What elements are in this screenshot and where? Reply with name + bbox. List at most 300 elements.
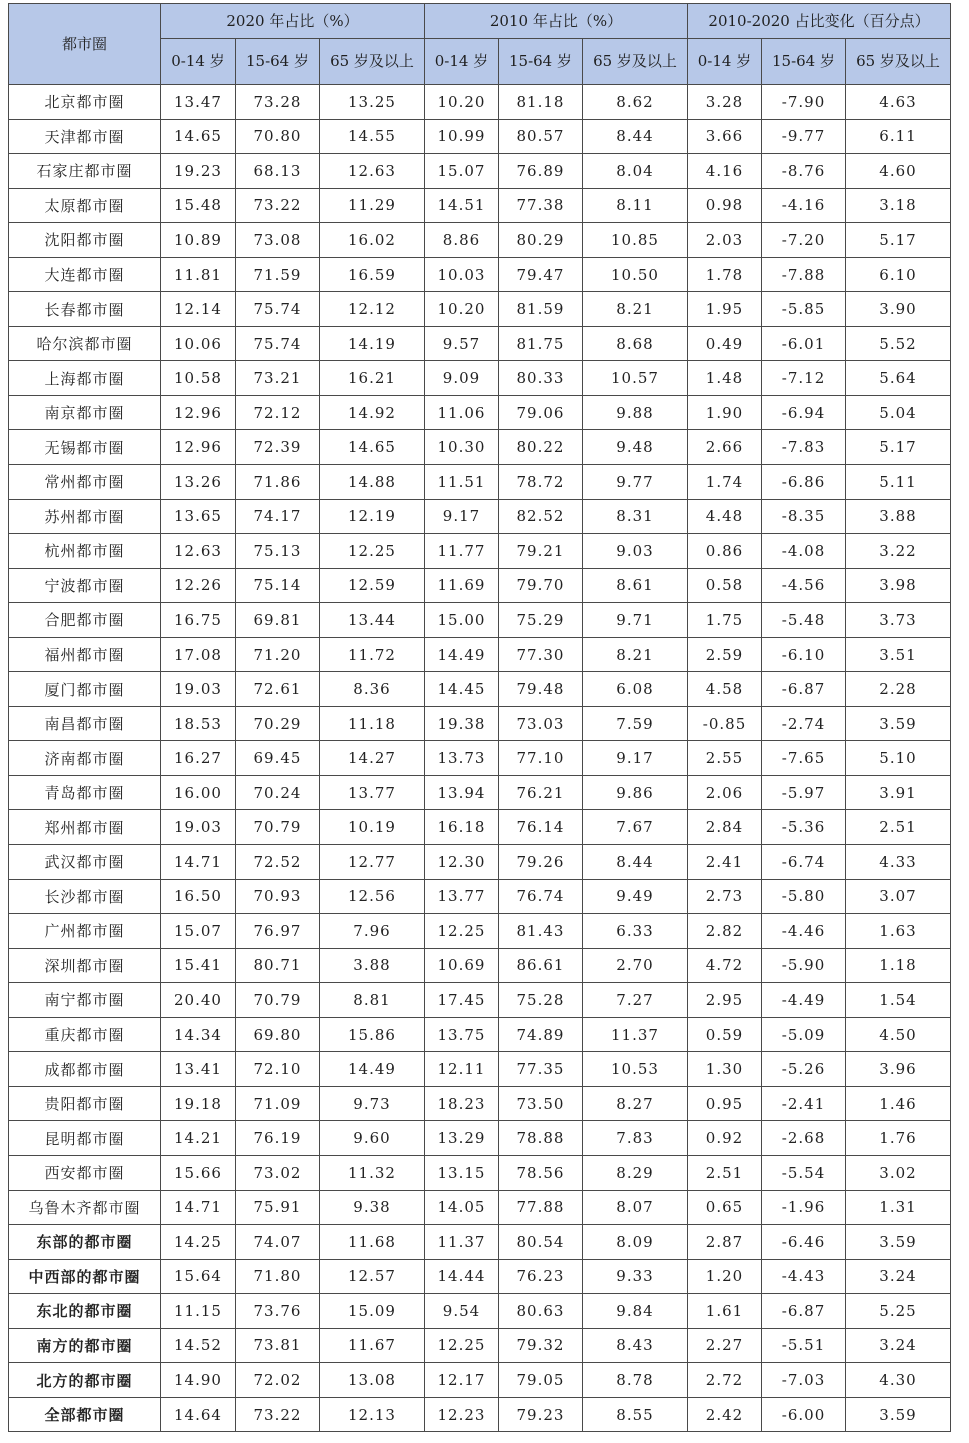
table-row (9, 534, 951, 569)
value-cell: 2.72 (688, 1363, 762, 1398)
table-row (9, 845, 951, 880)
value-cell: 71.59 (236, 257, 320, 292)
value-cell: 16.18 (425, 810, 499, 845)
region-name-cell: 苏州都市圈 (9, 499, 161, 534)
value-cell: 2.51 (688, 1155, 762, 1190)
age-structure-table (8, 3, 951, 1432)
summary-row (9, 1397, 951, 1432)
table-row (9, 395, 951, 430)
value-cell: 77.35 (499, 1052, 583, 1087)
value-cell: 3.90 (846, 292, 951, 327)
value-cell: 14.88 (320, 465, 425, 500)
table-row (9, 430, 951, 465)
age-header: 15-64 岁 (236, 39, 320, 85)
value-cell: -6.74 (762, 845, 846, 880)
value-cell: 12.12 (320, 292, 425, 327)
value-cell: 74.17 (236, 499, 320, 534)
value-cell: 3.28 (688, 85, 762, 120)
value-cell: -1.96 (762, 1190, 846, 1225)
value-cell: 6.10 (846, 257, 951, 292)
value-cell: 72.61 (236, 672, 320, 707)
value-cell: 14.65 (161, 119, 236, 154)
summary-row (9, 1328, 951, 1363)
value-cell: -4.16 (762, 188, 846, 223)
value-cell: 12.11 (425, 1052, 499, 1087)
value-cell: 11.77 (425, 534, 499, 569)
age-header: 0-14 岁 (425, 39, 499, 85)
value-cell: 80.29 (499, 223, 583, 258)
value-cell: 79.05 (499, 1363, 583, 1398)
region-name-cell: 北京都市圈 (9, 85, 161, 120)
value-cell: 2.28 (846, 672, 951, 707)
table-row (9, 1017, 951, 1052)
age-header: 15-64 岁 (762, 39, 846, 85)
value-cell: 7.59 (583, 706, 688, 741)
value-cell: 11.81 (161, 257, 236, 292)
value-cell: 11.69 (425, 568, 499, 603)
region-name-cell: 昆明都市圈 (9, 1121, 161, 1156)
value-cell: 72.02 (236, 1363, 320, 1398)
value-cell: 6.11 (846, 119, 951, 154)
value-cell: 76.19 (236, 1121, 320, 1156)
table-row (9, 85, 951, 120)
value-cell: 8.62 (583, 85, 688, 120)
value-cell: 76.14 (499, 810, 583, 845)
value-cell: 10.58 (161, 361, 236, 396)
value-cell: -7.88 (762, 257, 846, 292)
value-cell: 18.53 (161, 706, 236, 741)
value-cell: 1.54 (846, 983, 951, 1018)
value-cell: -5.26 (762, 1052, 846, 1087)
value-cell: 11.68 (320, 1225, 425, 1260)
value-cell: 2.51 (846, 810, 951, 845)
value-cell: -2.41 (762, 1086, 846, 1121)
summary-row (9, 1225, 951, 1260)
value-cell: 79.23 (499, 1397, 583, 1432)
region-name-cell: 东北的都市圈 (9, 1294, 161, 1329)
header-row-groups (9, 4, 951, 39)
value-cell: 70.24 (236, 775, 320, 810)
value-cell: -2.68 (762, 1121, 846, 1156)
value-cell: 8.81 (320, 983, 425, 1018)
region-name-cell: 长沙都市圈 (9, 879, 161, 914)
region-name-cell: 杭州都市圈 (9, 534, 161, 569)
value-cell: 1.18 (846, 948, 951, 983)
table-row (9, 879, 951, 914)
value-cell: -4.46 (762, 914, 846, 949)
value-cell: 14.21 (161, 1121, 236, 1156)
table-header (9, 4, 951, 85)
value-cell: 9.38 (320, 1190, 425, 1225)
value-cell: 3.59 (846, 1225, 951, 1260)
value-cell: 12.96 (161, 395, 236, 430)
value-cell: 11.67 (320, 1328, 425, 1363)
value-cell: 14.49 (425, 637, 499, 672)
value-cell: 14.45 (425, 672, 499, 707)
value-cell: 76.74 (499, 879, 583, 914)
region-name-cell: 南方的都市圈 (9, 1328, 161, 1363)
table-row (9, 741, 951, 776)
value-cell: 16.02 (320, 223, 425, 258)
region-name-cell: 乌鲁木齐都市圈 (9, 1190, 161, 1225)
table-row (9, 154, 951, 189)
value-cell: -5.90 (762, 948, 846, 983)
value-cell: 13.15 (425, 1155, 499, 1190)
value-cell: 2.82 (688, 914, 762, 949)
value-cell: 7.83 (583, 1121, 688, 1156)
value-cell: 79.32 (499, 1328, 583, 1363)
value-cell: 77.88 (499, 1190, 583, 1225)
value-cell: 14.90 (161, 1363, 236, 1398)
value-cell: 14.44 (425, 1259, 499, 1294)
value-cell: -7.20 (762, 223, 846, 258)
table-row (9, 1190, 951, 1225)
value-cell: 8.44 (583, 845, 688, 880)
value-cell: 70.80 (236, 119, 320, 154)
value-cell: 4.63 (846, 85, 951, 120)
value-cell: 14.92 (320, 395, 425, 430)
value-cell: 8.29 (583, 1155, 688, 1190)
value-cell: 73.03 (499, 706, 583, 741)
value-cell: 13.29 (425, 1121, 499, 1156)
value-cell: 3.07 (846, 879, 951, 914)
value-cell: -8.35 (762, 499, 846, 534)
value-cell: -7.83 (762, 430, 846, 465)
value-cell: -7.90 (762, 85, 846, 120)
value-cell: 12.59 (320, 568, 425, 603)
value-cell: 75.74 (236, 292, 320, 327)
value-cell: 12.25 (425, 914, 499, 949)
value-cell: 69.45 (236, 741, 320, 776)
value-cell: 0.58 (688, 568, 762, 603)
value-cell: 76.97 (236, 914, 320, 949)
region-name-cell: 常州都市圈 (9, 465, 161, 500)
value-cell: 2.06 (688, 775, 762, 810)
summary-row (9, 1259, 951, 1294)
region-name-cell: 东部的都市圈 (9, 1225, 161, 1260)
value-cell: 11.37 (425, 1225, 499, 1260)
value-cell: 76.89 (499, 154, 583, 189)
region-name-cell: 广州都市圈 (9, 914, 161, 949)
value-cell: 2.27 (688, 1328, 762, 1363)
value-cell: 10.99 (425, 119, 499, 154)
value-cell: 13.75 (425, 1017, 499, 1052)
value-cell: 5.10 (846, 741, 951, 776)
value-cell: 3.88 (846, 499, 951, 534)
value-cell: -7.12 (762, 361, 846, 396)
value-cell: 17.45 (425, 983, 499, 1018)
value-cell: 19.03 (161, 810, 236, 845)
value-cell: 12.14 (161, 292, 236, 327)
region-name-cell: 沈阳都市圈 (9, 223, 161, 258)
value-cell: -6.00 (762, 1397, 846, 1432)
value-cell: 3.51 (846, 637, 951, 672)
value-cell: 12.26 (161, 568, 236, 603)
value-cell: 4.60 (846, 154, 951, 189)
value-cell: 1.74 (688, 465, 762, 500)
value-cell: 3.73 (846, 603, 951, 638)
value-cell: -4.08 (762, 534, 846, 569)
table-row (9, 361, 951, 396)
value-cell: 14.71 (161, 1190, 236, 1225)
value-cell: 19.38 (425, 706, 499, 741)
value-cell: 70.93 (236, 879, 320, 914)
value-cell: 19.18 (161, 1086, 236, 1121)
value-cell: 14.65 (320, 430, 425, 465)
table-body (9, 85, 951, 1432)
region-name-cell: 大连都市圈 (9, 257, 161, 292)
value-cell: 10.53 (583, 1052, 688, 1087)
value-cell: 8.27 (583, 1086, 688, 1121)
value-cell: 14.25 (161, 1225, 236, 1260)
value-cell: 5.11 (846, 465, 951, 500)
value-cell: 2.42 (688, 1397, 762, 1432)
value-cell: 13.65 (161, 499, 236, 534)
region-name-cell: 武汉都市圈 (9, 845, 161, 880)
value-cell: -7.65 (762, 741, 846, 776)
value-cell: 3.88 (320, 948, 425, 983)
value-cell: 0.98 (688, 188, 762, 223)
value-cell: 12.57 (320, 1259, 425, 1294)
region-name-cell: 郑州都市圈 (9, 810, 161, 845)
value-cell: 4.50 (846, 1017, 951, 1052)
value-cell: 1.76 (846, 1121, 951, 1156)
value-cell: 14.49 (320, 1052, 425, 1087)
value-cell: 80.54 (499, 1225, 583, 1260)
region-name-cell: 太原都市圈 (9, 188, 161, 223)
value-cell: 75.29 (499, 603, 583, 638)
value-cell: 3.98 (846, 568, 951, 603)
value-cell: 14.19 (320, 326, 425, 361)
value-cell: 73.50 (499, 1086, 583, 1121)
value-cell: 12.63 (161, 534, 236, 569)
value-cell: 81.75 (499, 326, 583, 361)
value-cell: 15.66 (161, 1155, 236, 1190)
value-cell: 13.44 (320, 603, 425, 638)
value-cell: -5.54 (762, 1155, 846, 1190)
table-row (9, 810, 951, 845)
value-cell: 5.17 (846, 430, 951, 465)
value-cell: 77.30 (499, 637, 583, 672)
value-cell: 8.31 (583, 499, 688, 534)
value-cell: 9.71 (583, 603, 688, 638)
value-cell: 73.81 (236, 1328, 320, 1363)
value-cell: 0.86 (688, 534, 762, 569)
value-cell: 14.71 (161, 845, 236, 880)
region-name-cell: 天津都市圈 (9, 119, 161, 154)
value-cell: 78.56 (499, 1155, 583, 1190)
value-cell: -4.43 (762, 1259, 846, 1294)
value-cell: 10.69 (425, 948, 499, 983)
region-name-cell: 合肥都市圈 (9, 603, 161, 638)
value-cell: 8.36 (320, 672, 425, 707)
value-cell: 8.21 (583, 292, 688, 327)
value-cell: -5.48 (762, 603, 846, 638)
group-header-2020: 2020 年占比（%） (161, 4, 425, 39)
value-cell: 12.96 (161, 430, 236, 465)
value-cell: 15.48 (161, 188, 236, 223)
value-cell: 10.30 (425, 430, 499, 465)
age-header: 65 岁及以上 (320, 39, 425, 85)
value-cell: 7.67 (583, 810, 688, 845)
value-cell: 16.00 (161, 775, 236, 810)
value-cell: 9.88 (583, 395, 688, 430)
value-cell: 71.80 (236, 1259, 320, 1294)
value-cell: 72.39 (236, 430, 320, 465)
region-name-cell: 成都都市圈 (9, 1052, 161, 1087)
value-cell: 15.41 (161, 948, 236, 983)
region-name-cell: 上海都市圈 (9, 361, 161, 396)
value-cell: 15.07 (425, 154, 499, 189)
value-cell: 2.70 (583, 948, 688, 983)
value-cell: 82.52 (499, 499, 583, 534)
value-cell: 8.61 (583, 568, 688, 603)
table-row (9, 637, 951, 672)
value-cell: 81.18 (499, 85, 583, 120)
value-cell: 1.31 (846, 1190, 951, 1225)
value-cell: 15.07 (161, 914, 236, 949)
value-cell: 3.22 (846, 534, 951, 569)
value-cell: 10.85 (583, 223, 688, 258)
value-cell: 74.89 (499, 1017, 583, 1052)
value-cell: 14.64 (161, 1397, 236, 1432)
value-cell: 79.70 (499, 568, 583, 603)
value-cell: 1.63 (846, 914, 951, 949)
region-name-cell: 厦门都市圈 (9, 672, 161, 707)
region-name-cell: 石家庄都市圈 (9, 154, 161, 189)
value-cell: 79.47 (499, 257, 583, 292)
region-name-cell: 长春都市圈 (9, 292, 161, 327)
region-name-cell: 福州都市圈 (9, 637, 161, 672)
value-cell: 19.23 (161, 154, 236, 189)
value-cell: 9.17 (425, 499, 499, 534)
value-cell: 69.81 (236, 603, 320, 638)
value-cell: 75.28 (499, 983, 583, 1018)
table-row (9, 706, 951, 741)
value-cell: 76.23 (499, 1259, 583, 1294)
value-cell: 8.43 (583, 1328, 688, 1363)
value-cell: 12.56 (320, 879, 425, 914)
region-name-cell: 宁波都市圈 (9, 568, 161, 603)
value-cell: 8.86 (425, 223, 499, 258)
value-cell: 79.21 (499, 534, 583, 569)
table-container (8, 3, 951, 1432)
value-cell: -5.97 (762, 775, 846, 810)
value-cell: 75.91 (236, 1190, 320, 1225)
table-row (9, 257, 951, 292)
value-cell: 10.06 (161, 326, 236, 361)
value-cell: 10.57 (583, 361, 688, 396)
value-cell: 12.63 (320, 154, 425, 189)
value-cell: 70.79 (236, 810, 320, 845)
value-cell: -5.09 (762, 1017, 846, 1052)
table-row (9, 948, 951, 983)
value-cell: 2.84 (688, 810, 762, 845)
value-cell: 9.84 (583, 1294, 688, 1329)
value-cell: 75.14 (236, 568, 320, 603)
value-cell: -5.51 (762, 1328, 846, 1363)
value-cell: 69.80 (236, 1017, 320, 1052)
value-cell: 12.19 (320, 499, 425, 534)
value-cell: 79.26 (499, 845, 583, 880)
value-cell: 2.55 (688, 741, 762, 776)
value-cell: 6.08 (583, 672, 688, 707)
region-name-cell: 北方的都市圈 (9, 1363, 161, 1398)
value-cell: 0.92 (688, 1121, 762, 1156)
summary-row (9, 1363, 951, 1398)
table-row (9, 914, 951, 949)
region-name-cell: 西安都市圈 (9, 1155, 161, 1190)
region-name-cell: 济南都市圈 (9, 741, 161, 776)
value-cell: 16.21 (320, 361, 425, 396)
value-cell: 1.20 (688, 1259, 762, 1294)
value-cell: 73.22 (236, 188, 320, 223)
value-cell: 16.27 (161, 741, 236, 776)
value-cell: 78.88 (499, 1121, 583, 1156)
value-cell: 9.73 (320, 1086, 425, 1121)
value-cell: 71.86 (236, 465, 320, 500)
table-row (9, 1121, 951, 1156)
value-cell: 79.06 (499, 395, 583, 430)
value-cell: 2.87 (688, 1225, 762, 1260)
age-header: 65 岁及以上 (846, 39, 951, 85)
value-cell: 72.12 (236, 395, 320, 430)
value-cell: 13.26 (161, 465, 236, 500)
value-cell: 5.64 (846, 361, 951, 396)
value-cell: 80.63 (499, 1294, 583, 1329)
value-cell: 5.52 (846, 326, 951, 361)
value-cell: 3.59 (846, 706, 951, 741)
value-cell: 5.17 (846, 223, 951, 258)
table-row (9, 568, 951, 603)
value-cell: 14.34 (161, 1017, 236, 1052)
value-cell: -4.56 (762, 568, 846, 603)
value-cell: 81.59 (499, 292, 583, 327)
value-cell: 10.50 (583, 257, 688, 292)
value-cell: 77.38 (499, 188, 583, 223)
group-header-2010: 2010 年占比（%） (425, 4, 688, 39)
value-cell: 2.73 (688, 879, 762, 914)
value-cell: 4.30 (846, 1363, 951, 1398)
value-cell: 71.09 (236, 1086, 320, 1121)
table-row (9, 465, 951, 500)
value-cell: 1.90 (688, 395, 762, 430)
value-cell: -5.36 (762, 810, 846, 845)
value-cell: 4.33 (846, 845, 951, 880)
value-cell: 70.29 (236, 706, 320, 741)
value-cell: 6.33 (583, 914, 688, 949)
region-name-cell: 青岛都市圈 (9, 775, 161, 810)
value-cell: 9.33 (583, 1259, 688, 1294)
value-cell: 17.08 (161, 637, 236, 672)
value-cell: 80.57 (499, 119, 583, 154)
value-cell: 16.75 (161, 603, 236, 638)
value-cell: 14.27 (320, 741, 425, 776)
value-cell: 13.94 (425, 775, 499, 810)
value-cell: -9.77 (762, 119, 846, 154)
value-cell: 68.13 (236, 154, 320, 189)
value-cell: 8.11 (583, 188, 688, 223)
table-row (9, 223, 951, 258)
value-cell: 9.54 (425, 1294, 499, 1329)
value-cell: 8.78 (583, 1363, 688, 1398)
value-cell: 73.22 (236, 1397, 320, 1432)
table-row (9, 1086, 951, 1121)
table-row (9, 775, 951, 810)
value-cell: 1.48 (688, 361, 762, 396)
value-cell: 8.04 (583, 154, 688, 189)
region-name-cell: 深圳都市圈 (9, 948, 161, 983)
